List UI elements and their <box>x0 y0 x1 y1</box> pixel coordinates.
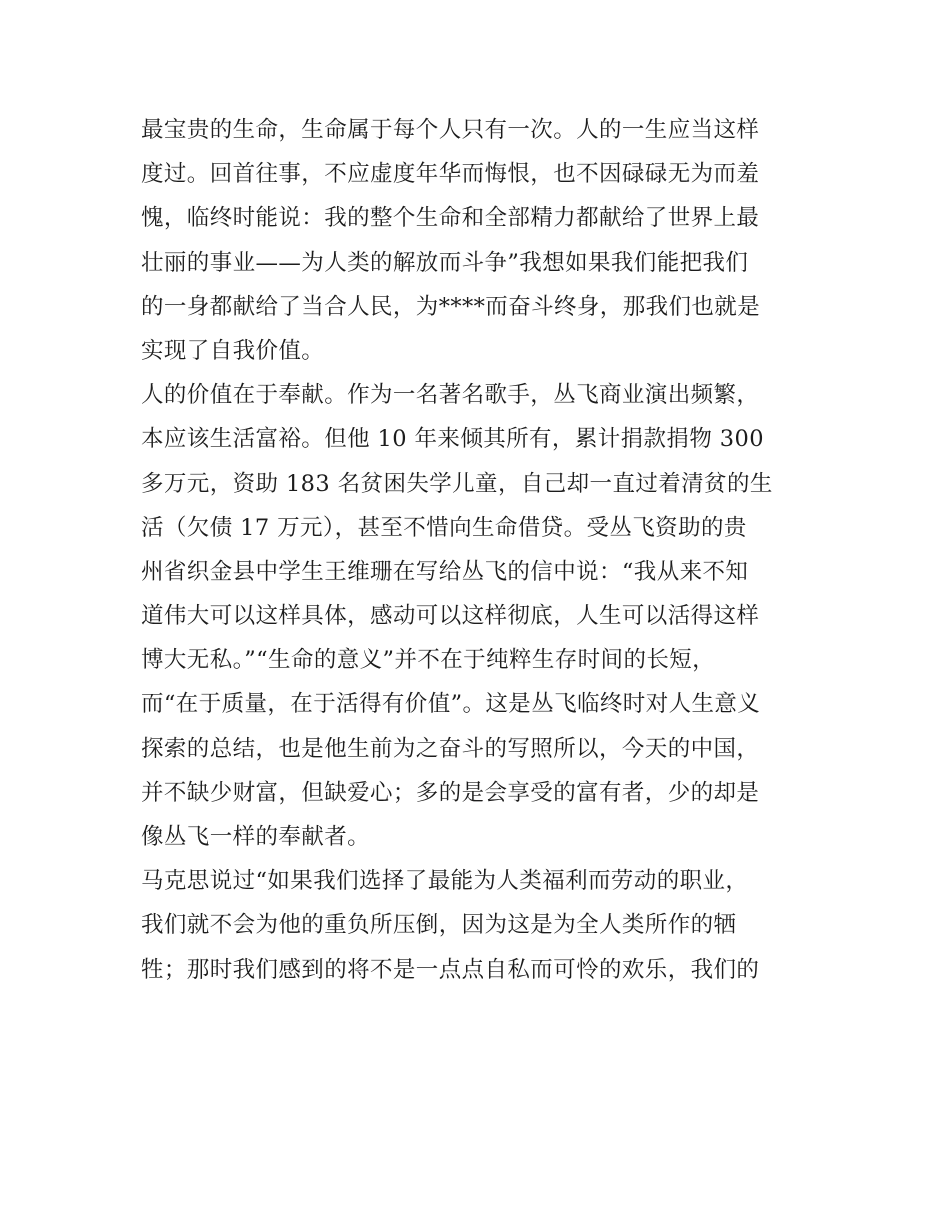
text-line: 牲；那时我们感到的将不是一点点自私而可怜的欢乐，我们的 <box>141 956 760 983</box>
text-line: 而“在于质量，在于活得有价值”。这是丛飞临终时对人生意义 <box>141 691 761 718</box>
text-line: 实现了自我价值。 <box>141 337 325 364</box>
text-line: 的一身都献给了当合人民，为****而奋斗终身，那我们也就是 <box>141 293 761 320</box>
text-line: 多万元，资助 183 名贫困失学儿童，自己却一直过着清贫的生 <box>141 470 773 497</box>
text-line: 度过。回首往事，不应虚度年华而悔恨，也不因碌碌无为而羞 <box>141 161 760 188</box>
text-line: 愧，临终时能说：我的整个生命和全部精力都献给了世界上最 <box>141 205 760 232</box>
text-line: 活（欠债 17 万元），甚至不惜向生命借贷。受丛飞资助的贵 <box>141 514 747 541</box>
text-line: 我们就不会为他的重负所压倒，因为这是为全人类所作的牺 <box>141 912 737 939</box>
text-line: 博大无私。”“生命的意义”并不在于纯粹生存时间的长短， <box>141 647 716 674</box>
text-line: 最宝贵的生命，生命属于每个人只有一次。人的一生应当这样 <box>141 117 760 143</box>
text-line: 州省织金县中学生王维珊在写给丛飞的信中说：“我从来不知 <box>141 558 749 585</box>
text-line: 像丛飞一样的奉献者。 <box>141 824 371 850</box>
text-line: 探索的总结，也是他生前为之奋斗的写照所以，今天的中国， <box>141 735 760 762</box>
body-text <box>141 108 821 992</box>
text-line: 本应该生活富裕。但他 10 年来倾其所有，累计捐款捐物 300 <box>141 426 764 453</box>
text-line: 并不缺少财富，但缺爱心；多的是会享受的富有者，少的却是 <box>141 779 760 806</box>
text-line: 马克思说过“如果我们选择了最能为人类福利而劳动的职业， <box>141 868 749 895</box>
text-line: 人的价值在于奉献。作为一名著名歌手，丛飞商业演出频繁， <box>141 382 760 409</box>
text-line: 壮丽的事业——为人类的解放而斗争”我想如果我们能把我们 <box>141 249 749 276</box>
text-line: 道伟大可以这样具体，感动可以这样彻底，人生可以活得这样 <box>141 603 760 630</box>
